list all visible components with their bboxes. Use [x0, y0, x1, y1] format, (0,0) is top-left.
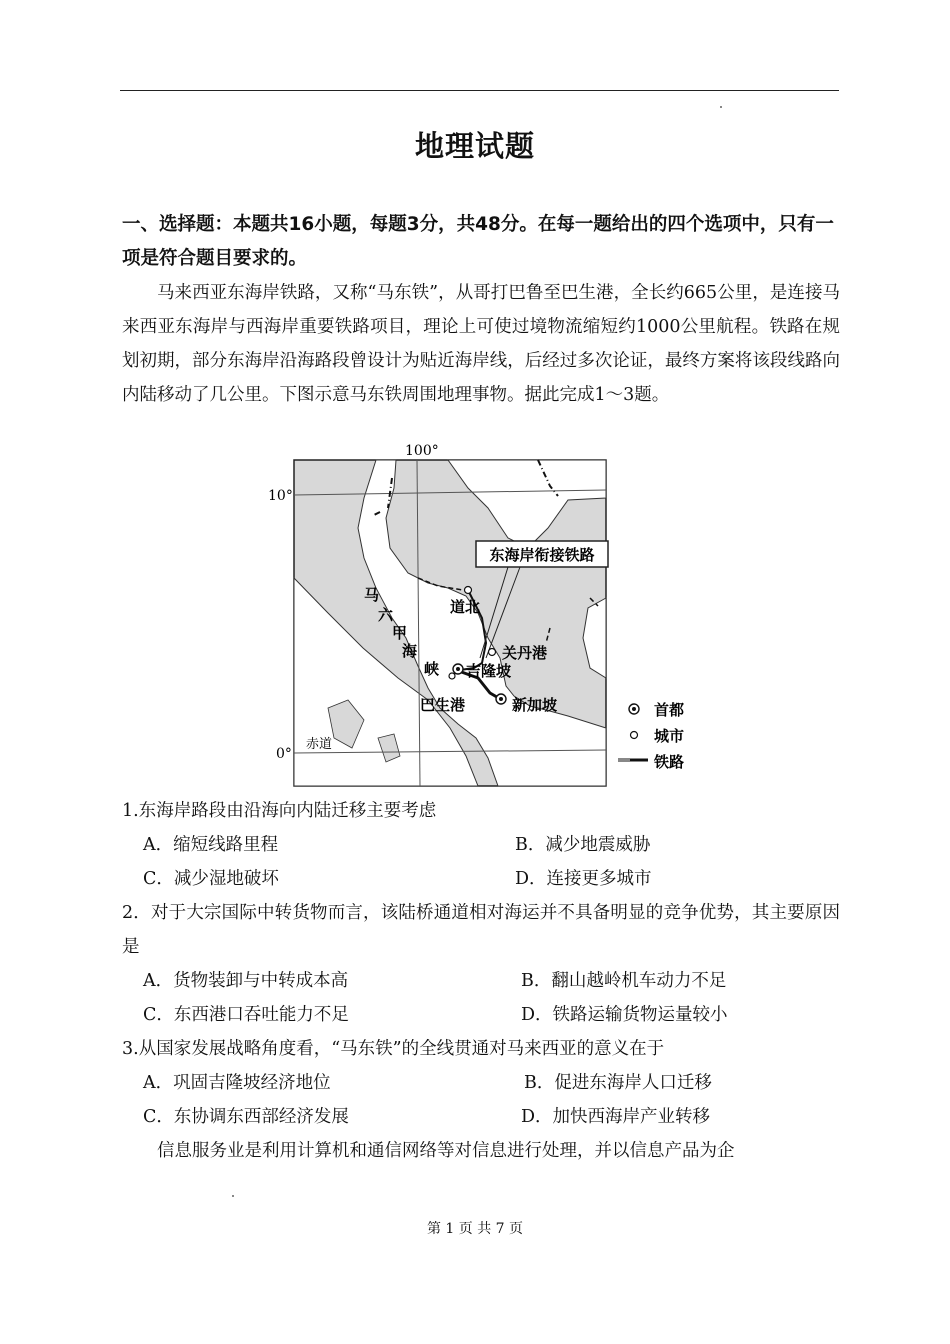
callout-label: 东海岸衔接铁路 [489, 546, 595, 564]
map-figure [268, 438, 708, 790]
strait-char: 六 [378, 606, 394, 624]
q3-option-d: D．加快西海岸产业转移 [521, 1107, 711, 1127]
q2-option-c: C．东西港口吞吐能力不足 [143, 1005, 349, 1025]
stray-dot [720, 106, 722, 108]
q1-option-c: C．减少湿地破坏 [143, 869, 279, 889]
kl-label: 吉隆坡 [466, 662, 512, 680]
daobei-label: 道北 [450, 598, 481, 616]
q2-option-a: A．货物装卸与中转成本高 [143, 971, 349, 991]
strait-char: 甲 [392, 624, 408, 642]
question-2-stem: 2．对于大宗国际中转货物而言，该陆桥通道相对海运并不具备明显的竞争优势，其主要原因是 [122, 903, 840, 957]
intro-paragraph: 马来西亚东海岸铁路，又称“马东铁”，从哥打巴鲁至巴生港，全长约665公里，是连接马来西亚东海岸与西海岸重要铁路项目，理论上可使过境物流缩短约1000公里航程。铁路在规划初期，部分东海岸沿海路段曾设计为贴近海岸线，后经过多次论证，最终方案将该段线路向内陆移动了几公里。下图示意马东铁周围地理事物。据此完成1～3题。 [122, 283, 840, 405]
section-heading: 一、选择题：本题共16小题，每题3分，共48分。在每一题给出的四个选项中，只有一项是符合题目要求的。 [122, 214, 834, 269]
legend-capital-label: 首都 [654, 701, 685, 719]
page-footer: 第 1 页 共 7 页 [426, 1221, 524, 1237]
basheng-city-icon [449, 673, 455, 679]
q1-option-b: B．减少地震威胁 [515, 835, 651, 855]
guandan-city-icon [489, 649, 496, 656]
q1-option-d: D．连接更多城市 [515, 869, 652, 889]
lat-label-10: 10° [268, 488, 293, 504]
lat-label-0: 0° [276, 746, 292, 762]
q3-option-c: C．东协调东西部经济发展 [143, 1107, 349, 1127]
question-1-stem: 1.东海岸路段由沿海向内陆迁移主要考虑 [122, 801, 437, 821]
q2-option-d: D．铁路运输货物运量较小 [521, 1005, 728, 1025]
strait-char: 海 [402, 642, 418, 660]
q3-option-a: A．巩固吉隆坡经济地位 [143, 1073, 331, 1093]
equator-label: 赤道 [306, 737, 333, 752]
q1-option-a: A．缩短线路里程 [143, 835, 279, 855]
question-3-stem: 3.从国家发展战略角度看，“马东铁”的全线贯通对马来西亚的意义在于 [122, 1039, 665, 1059]
legend-city-icon [631, 732, 638, 739]
page-title: 地理试题 [414, 129, 535, 163]
basheng-label: 巴生港 [420, 696, 466, 714]
strait-char: 峡 [424, 660, 440, 678]
legend-railway-label: 铁路 [654, 753, 685, 771]
strait-char: 马 [364, 586, 380, 604]
q2-option-b: B．翻山越岭机车动力不足 [521, 971, 727, 991]
daobei-city-icon [465, 587, 472, 594]
stray-dot-2 [232, 1195, 234, 1197]
q3-option-b: B．促进东海岸人口迁移 [524, 1073, 712, 1093]
legend-city-label: 城市 [654, 727, 685, 745]
guandan-label: 关丹港 [502, 644, 548, 662]
next-paragraph: 信息服务业是利用计算机和通信网络等对信息进行处理，并以信息产品为企 [157, 1141, 735, 1161]
lon-label: 100° [405, 443, 439, 459]
header-rule [120, 90, 839, 91]
singapore-label: 新加坡 [512, 696, 558, 714]
